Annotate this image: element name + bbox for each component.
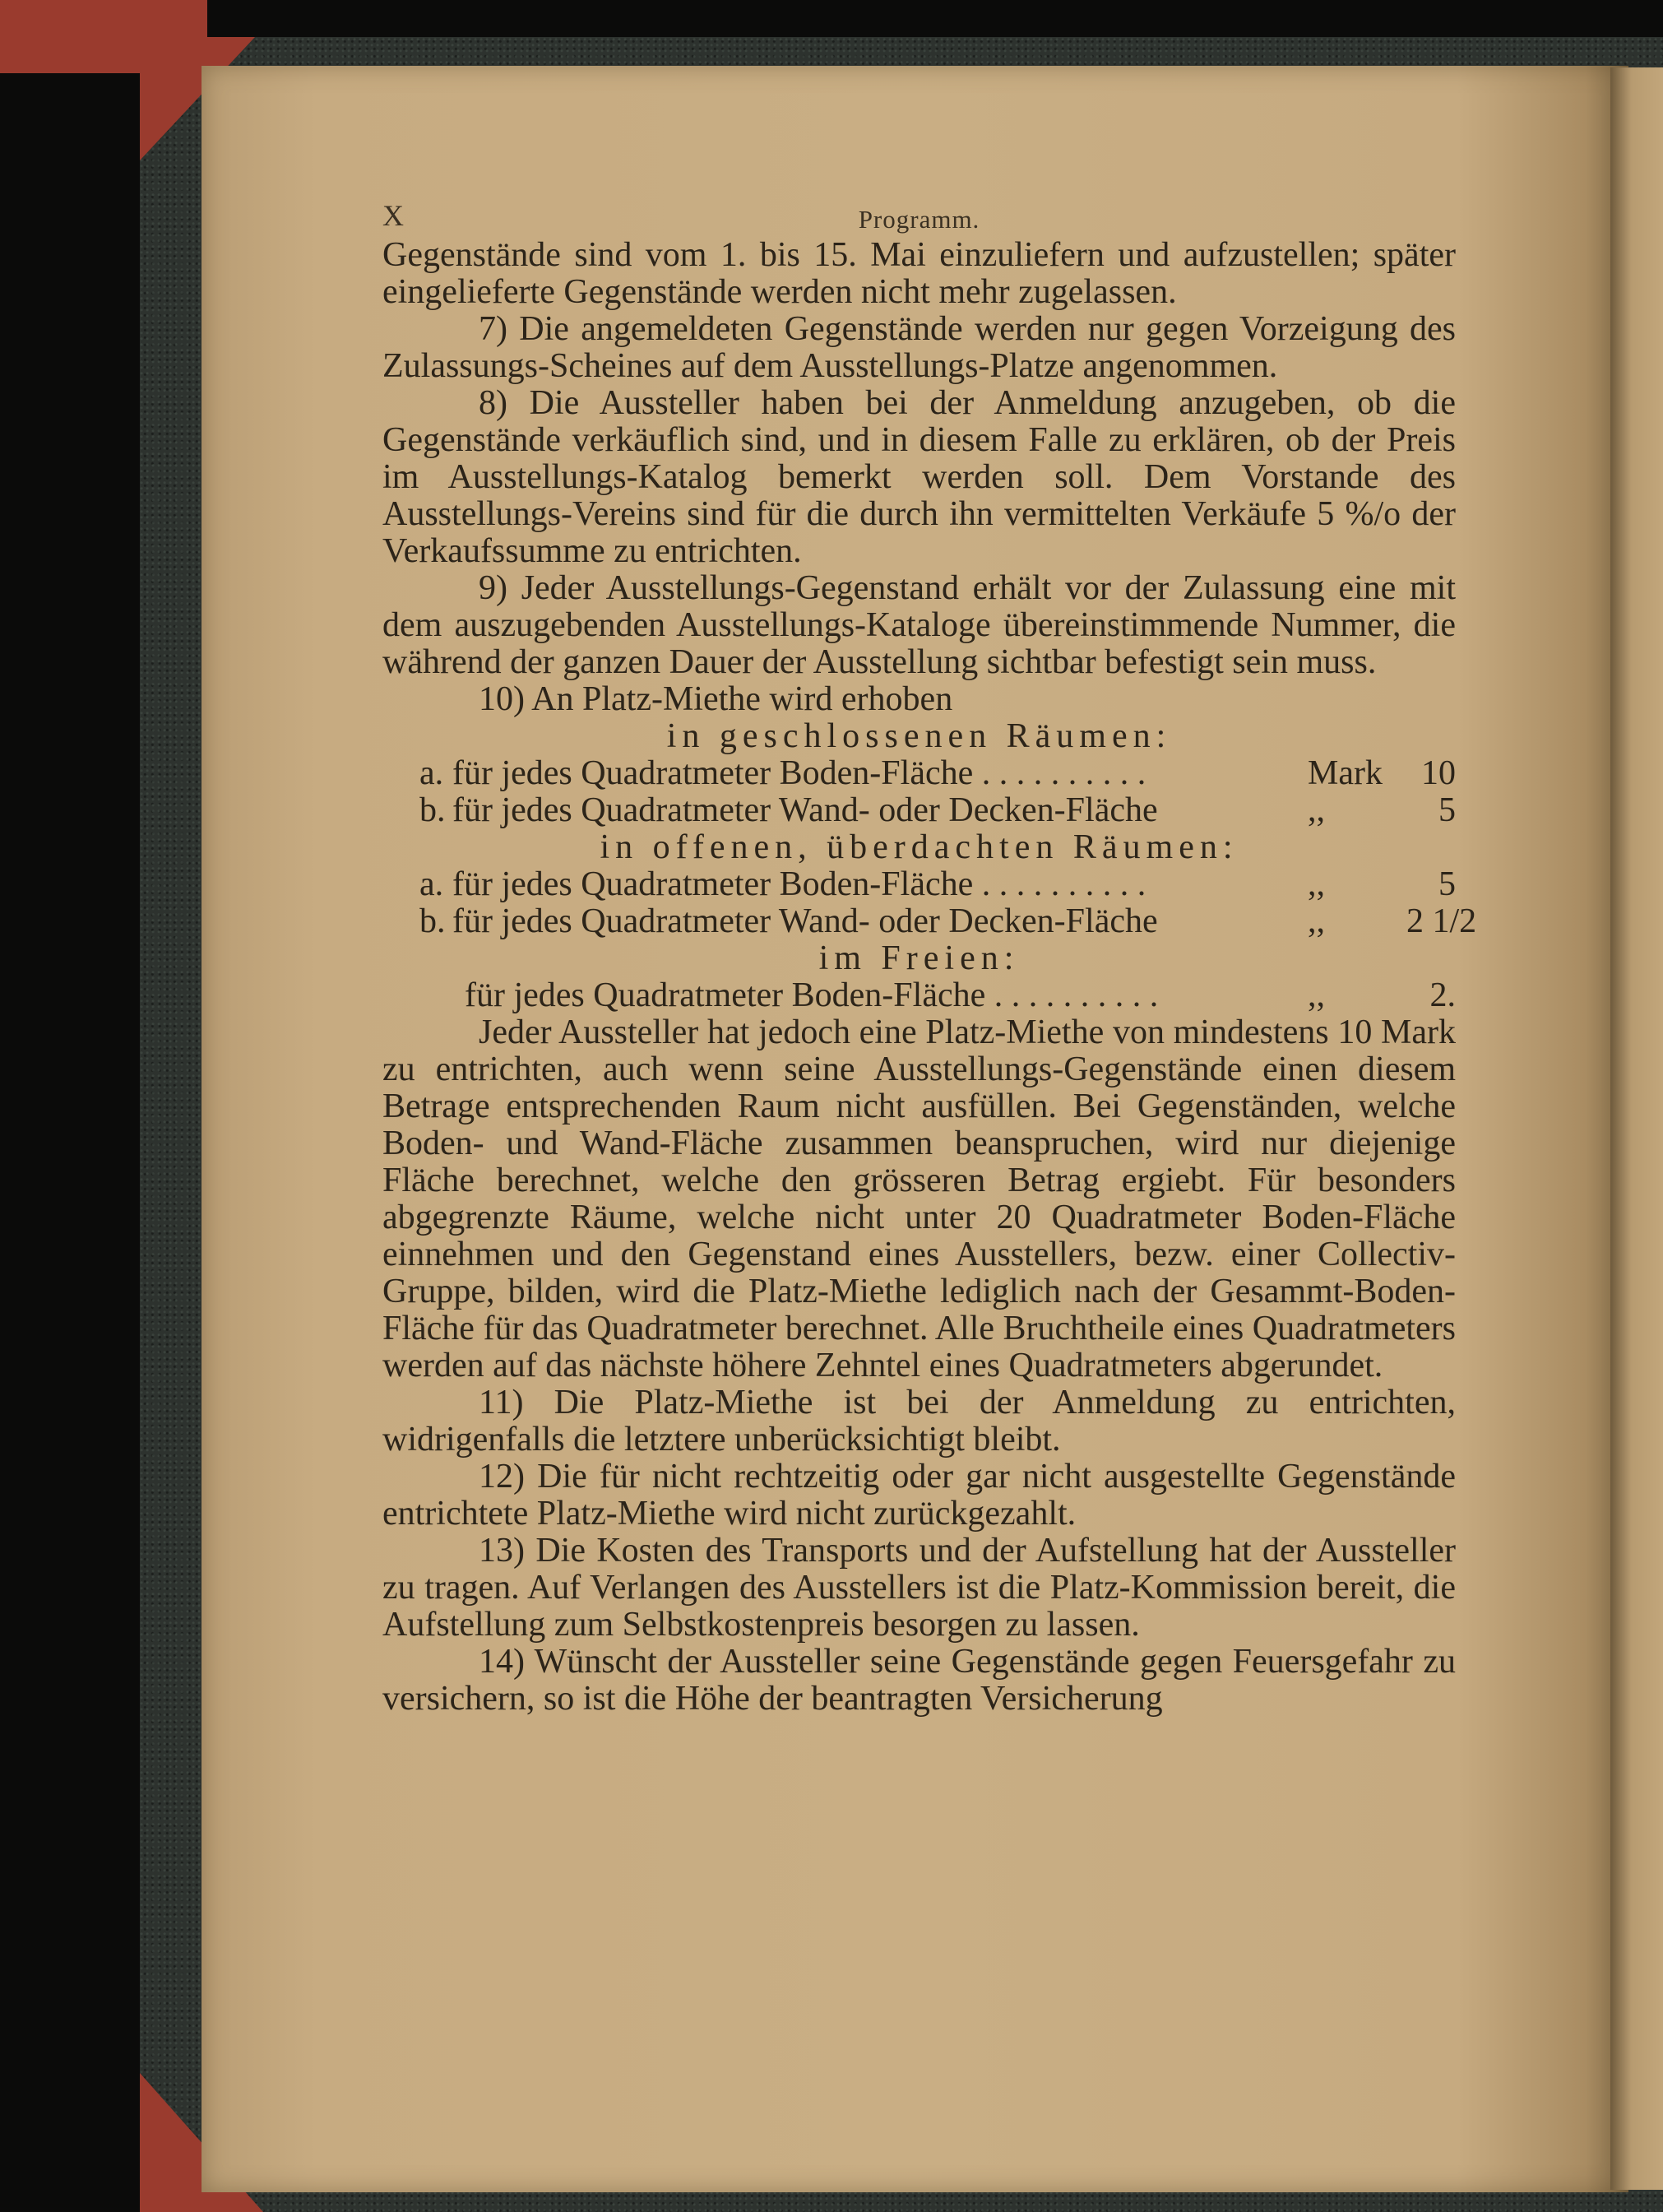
fee-unit: ,, xyxy=(1308,902,1325,940)
fee-value: 2. xyxy=(1429,976,1456,1014)
fee-unit: ,, xyxy=(1308,976,1325,1014)
fee-row xyxy=(382,792,1456,829)
heading-closed-rooms: in geschlossenen Räumen: xyxy=(666,717,1172,755)
heading-outdoor: im Freien: xyxy=(818,939,1020,977)
paragraph: Jeder Aussteller hat jedoch eine Platz-Miethe von mindestens 10 Mark zu entrichten, auch wenn seine Ausstellungs-Gegenstände einen diesem Betrage entsprechenden Raum nicht ausfüllen. Bei Gegenständen, welche Boden- und Wand-Fläche zusammen beanspruchen, wird nur diejenige Fläche berechnet, welche den grösseren Betrag ergiebt. Für besonders abgegrenzte Räume, welche nicht unter 20 Quadratmeter Boden-Fläche einnehmen und den Gegenstand eines Ausstellers, bezw. einer Collectiv-Gruppe, bilden, wird die Platz-Miethe lediglich nach der Gesammt-Boden-Fläche für das Quadratmeter berechnet. Alle Bruchtheile eines Quadratmeters werden auf das nächste höhere Zehntel eines Quadratmeters abgerundet. xyxy=(382,1013,1456,1384)
fee-label: a. xyxy=(419,865,444,903)
heading-open-rooms: in offenen, überdachten Räumen: xyxy=(600,828,1239,866)
fee-label xyxy=(382,977,465,1014)
fee-unit: ,, xyxy=(1308,791,1325,829)
fee-unit: Mark xyxy=(1308,754,1383,792)
paragraph: 10) An Platz-Miethe wird erhoben xyxy=(479,680,953,718)
fee-row xyxy=(382,977,1456,1014)
fee-value: 2 1/2 xyxy=(1406,902,1477,940)
page-text xyxy=(382,188,1477,1718)
paragraph: 8) Die Aussteller haben bei der Anmeldung anzugeben, ob die Gegenstände verkäuflich sind, und in diesem Falle zu erklären, ob der Preis im Ausstellungs-Katalog bemerkt werden soll. Dem Vorstande des Ausstellungs-Vereins sind für die durch ihn vermittelten Verkäufe 5 %/o der Verkaufssumme zu entrichten. xyxy=(382,384,1456,570)
fee-item: für jedes Quadratmeter Boden-Fläche . . . . . . . . . . xyxy=(465,976,1159,1014)
fee-rows-open xyxy=(382,865,1477,940)
page-header xyxy=(382,188,1456,237)
paragraphs-top xyxy=(382,237,1456,718)
paragraph: Gegenstände sind vom 1. bis 15. Mai einzuliefern und aufzustellen; später eingelieferte Gegenstände werden nicht mehr zugelassen. xyxy=(382,236,1456,311)
running-title: Programm. xyxy=(858,205,980,234)
paragraph: 7) Die angemeldeten Gegenstände werden nur gegen Vorzeigung des Zulassungs-Scheines auf dem Ausstellungs-Platze angenommen. xyxy=(382,310,1456,385)
fee-row xyxy=(382,755,1456,792)
fee-item: für jedes Quadratmeter Boden-Fläche . . . . . . . . . . xyxy=(452,754,1146,792)
fee-label: a. xyxy=(419,754,444,792)
paragraph: 14) Wünscht der Aussteller seine Gegenstände gegen Feuersgefahr zu versichern, so ist die Höhe der beantragten Versicherung xyxy=(382,1643,1456,1718)
facing-page-edge xyxy=(1610,67,1663,2190)
fee-unit: ,, xyxy=(1308,865,1325,903)
fee-item: für jedes Quadratmeter Wand- oder Decken-Fläche xyxy=(452,902,1158,940)
fee-value: 5 xyxy=(1438,791,1456,829)
fee-value: 10 xyxy=(1421,754,1456,792)
fee-rows-outdoor xyxy=(382,977,1456,1014)
fee-rows-closed xyxy=(382,755,1456,829)
fee-value: 5 xyxy=(1438,865,1456,903)
paragraph: 12) Die für nicht rechtzeitig oder gar nicht ausgestellte Gegenstände entrichtete Platz-Miethe wird nicht zurückgezahlt. xyxy=(382,1458,1456,1533)
page-number: X xyxy=(382,199,404,232)
paragraphs-bottom xyxy=(382,1014,1456,1718)
paragraph: 11) Die Platz-Miethe ist bei der Anmeldung zu entrichten, widrigenfalls die letztere unberücksichtigt bleibt. xyxy=(382,1384,1456,1458)
paragraph: 9) Jeder Ausstellungs-Gegenstand erhält vor der Zulassung eine mit dem auszugebenden Ausstellungs-Kataloge übereinstimmende Nummer, die während der ganzen Dauer der Ausstellung sichtbar befestigt sein muss. xyxy=(382,569,1456,681)
fee-row xyxy=(382,902,1477,940)
fee-label: b. xyxy=(419,791,446,829)
fee-item: für jedes Quadratmeter Boden-Fläche . . . . . . . . . . xyxy=(452,865,1146,903)
fee-item: für jedes Quadratmeter Wand- oder Decken-Fläche xyxy=(452,791,1158,829)
fee-row xyxy=(382,866,1456,903)
fee-label: b. xyxy=(419,902,446,940)
paragraph: 13) Die Kosten des Transports und der Aufstellung hat der Aussteller zu tragen. Auf Verlangen des Ausstellers ist die Platz-Kommission bereit, die Aufstellung zum Selbstkostenpreis besorgen zu lassen. xyxy=(382,1532,1456,1644)
